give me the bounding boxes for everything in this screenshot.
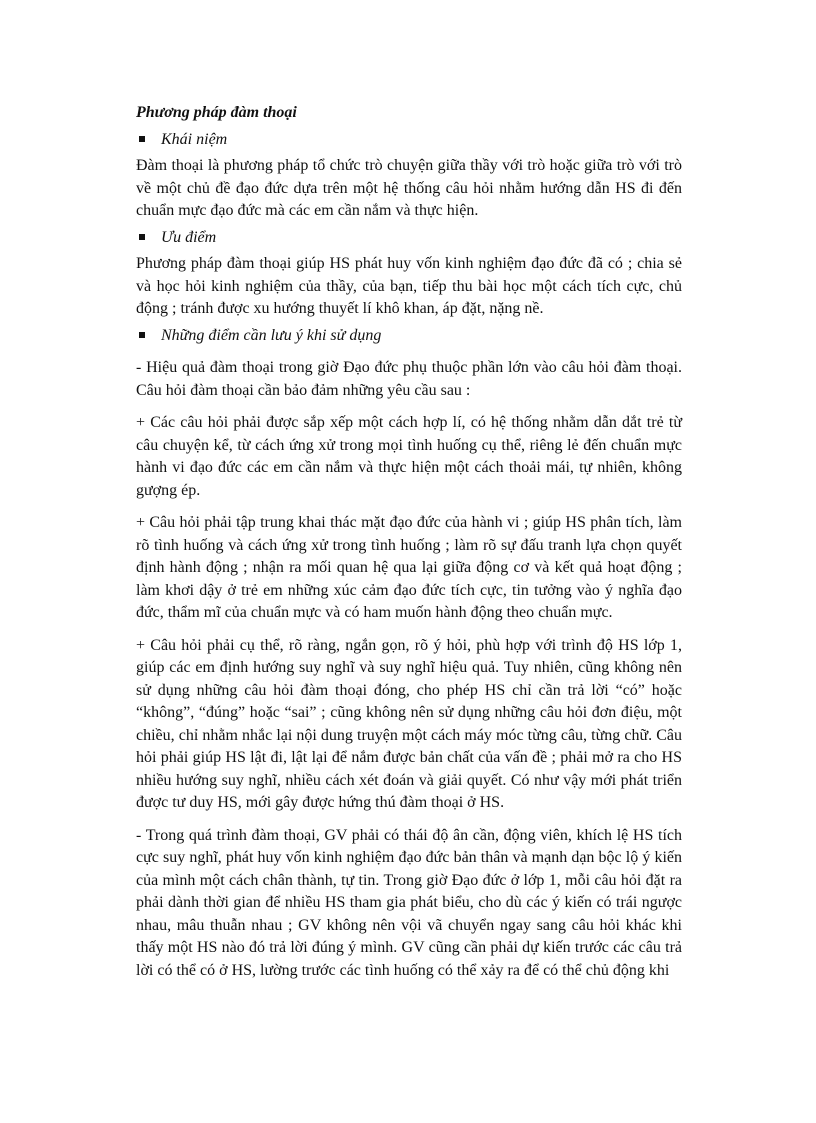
bullet-heading-advantages: Ưu điểm [161, 228, 217, 246]
advantages-paragraph: Phương pháp đàm thoại giúp HS phát huy vốn kinh nghiệm đạo đức đã có ; chia sẻ và học hỏi kinh nghiệm của thầy, của bạn, tiếp thu bài học một cách tích cực, chủ động ; tránh được xu hướng thuyết lí khô khan, áp đặt, nặng nề. [136, 255, 682, 317]
notes-paragraph-1: - Hiệu quả đàm thoại trong giờ Đạo đức phụ thuộc phần lớn vào câu hỏi đàm thoại. Câu hỏi đàm thoại cần bảo đảm những yêu cầu sau : [136, 359, 682, 399]
bullet-notes [136, 325, 682, 348]
bullet-concept [136, 129, 682, 152]
notes-paragraph-4: + Câu hỏi phải cụ thể, rõ ràng, ngắn gọn, rõ ý hỏi, phù hợp với trình độ HS lớp 1, giúp các em định hướng suy nghĩ và suy nghĩ hiệu quả. Tuy nhiên, cũng không nên sử dụng những câu hỏi đàm thoại đóng, cho phép HS chỉ cần trả lời “có” hoặc “không”, “đúng” hoặc “sai” ; cũng không nên sử dụng những câu hỏi đơn điệu, một chiều, chỉ nhằm nhắc lại nội dung truyện một cách máy móc từng câu, từng chữ. Câu hỏi phải giúp HS lật đi, lật lại để nắm được bản chất của vấn đề ; phải mở ra cho HS nhiều hướng suy nghĩ, nhiều cách xét đoán và giải quyết. Có như vậy mới phát triển được tư duy HS, mới gây được hứng thú đàm thoại ở HS. [136, 636, 682, 811]
bullet-heading-notes: Những điểm cần lưu ý khi sử dụng [161, 326, 382, 344]
section-title: Phương pháp đàm thoại [136, 104, 297, 121]
bullet-heading-concept: Khái niệm [161, 130, 228, 148]
bullet-advantages [136, 227, 682, 250]
notes-paragraph-5: - Trong quá trình đàm thoại, GV phải có thái độ ân cần, động viên, khích lệ HS tích cực suy nghĩ, phát huy vốn kinh nghiệm đạo đức bản thân và mạnh dạn bộc lộ ý kiến của mình một cách chân thành, tự tin. Trong giờ Đạo đức ở lớp 1, mỗi câu hỏi đặt ra phải dành thời gian để nhiều HS tham gia phát biểu, cho dù các ý kiến có trái ngược nhau, mâu thuẫn nhau ; GV không nên vội vã chuyển ngay sang câu hỏi khác khi thấy một HS nào đó trả lời đúng ý mình. GV cũng cần phải dự kiến trước các câu trả lời có thể có ở HS, lường trước các tình huống có thể xảy ra để có thể chủ động khi [136, 826, 682, 979]
square-bullet-icon [139, 332, 145, 338]
notes-paragraph-3: + Câu hỏi phải tập trung khai thác mặt đạo đức của hành vi ; giúp HS phân tích, làm rõ tình huống và cách ứng xử trong tình huống ; làm rõ sự đấu tranh lựa chọn quyết định hành động ; nhận ra mối quan hệ qua lại giữa động cơ và kết quả hoạt động ; làm khơi dậy ở trẻ em những xúc cảm đạo đức tích cực, tin tưởng vào ý nghĩa đạo đức, thẩm mĩ của chuẩn mực và có ham muốn hành động theo chuẩn mực. [136, 514, 682, 621]
square-bullet-icon [139, 136, 145, 142]
notes-paragraph-2: + Các câu hỏi phải được sắp xếp một cách hợp lí, có hệ thống nhằm dẫn dắt trẻ từ câu chuyện kể, từ cách ứng xử trong mọi tình huống cụ thể, riêng lẻ đến chuẩn mực hành vi đạo đức các em cần nắm và thực hiện một cách thoải mái, tự nhiên, không gượng ép. [136, 414, 682, 499]
concept-paragraph: Đàm thoại là phương pháp tổ chức trò chuyện giữa thầy với trò hoặc giữa trò với trò về một chủ đề đạo đức dựa trên một hệ thống câu hỏi nhằm hướng dẫn HS đi đến chuẩn mực đạo đức mà các em cần nắm và thực hiện. [136, 157, 682, 219]
square-bullet-icon [139, 234, 145, 240]
